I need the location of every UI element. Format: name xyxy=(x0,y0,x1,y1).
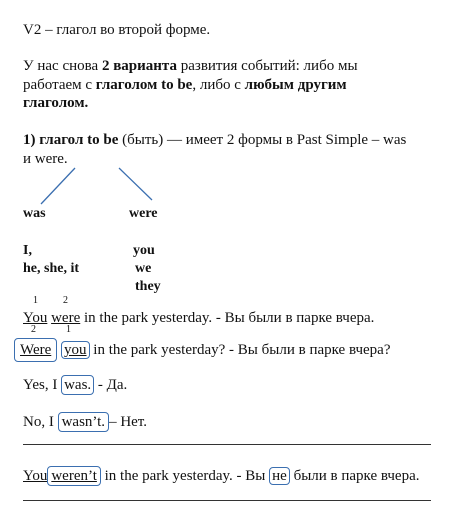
example-text: in the park yesterday. - Вы были в парке вчера. xyxy=(80,310,375,326)
variants-emphasis: любым другим xyxy=(244,77,347,93)
tobe-line-2: и were. xyxy=(23,151,68,167)
order-marker: 2 xyxy=(63,295,68,306)
variants-line-1 xyxy=(23,57,358,75)
example-text: - Да. xyxy=(94,377,128,393)
example-boxed-word: Were xyxy=(14,338,57,362)
order-marker: 2 xyxy=(31,324,36,335)
tobe-line-1 xyxy=(23,131,406,149)
example-boxed-word: не xyxy=(269,467,290,485)
example-4 xyxy=(23,413,147,431)
form-were-label: were xyxy=(129,206,158,221)
variants-text: , либо с xyxy=(192,77,245,93)
example-word: You xyxy=(23,310,48,326)
example-1 xyxy=(23,309,374,327)
example-text: Yes, I xyxy=(23,377,62,393)
variants-text: У нас снова xyxy=(23,58,102,74)
example-text: in the park yesterday? - Вы были в парке вчера? xyxy=(89,342,391,358)
variants-emphasis: глаголом to be xyxy=(95,77,193,93)
example-word: were xyxy=(51,310,81,326)
example-3 xyxy=(23,376,127,394)
order-marker: 1 xyxy=(66,324,71,335)
variants-text: развития событий: либо мы xyxy=(176,58,358,74)
example-boxed-word: you xyxy=(61,341,90,359)
tobe-heading: 1) глагол to be xyxy=(23,132,119,148)
example-boxed-word: was. xyxy=(61,375,94,395)
form-was-label: was xyxy=(23,206,46,221)
example-text: No, I xyxy=(23,414,58,430)
example-word: You xyxy=(23,468,48,484)
divider-line xyxy=(23,444,431,445)
variants-line-2 xyxy=(23,76,347,94)
was-pronouns-2: he, she, it xyxy=(23,261,79,276)
divider-line xyxy=(23,500,431,501)
variants-emphasis: 2 варианта xyxy=(101,58,177,74)
example-text: – Нет. xyxy=(109,414,147,430)
order-marker: 1 xyxy=(33,295,38,306)
was-pronouns-1: I, xyxy=(23,243,32,258)
variants-line-3: глаголом. xyxy=(23,95,89,111)
branch-line-were xyxy=(119,168,152,200)
variants-text: работаем с xyxy=(23,77,96,93)
example-text: были в парке вчера. xyxy=(289,468,420,484)
example-5 xyxy=(23,467,420,485)
intro-text: V2 – глагол во второй форме. xyxy=(23,22,211,38)
example-text: in the park yesterday. - Вы xyxy=(100,468,270,484)
branch-line-was xyxy=(41,168,75,204)
example-boxed-word: wasn’t. xyxy=(58,412,109,432)
tobe-text: (быть) — имеет 2 формы в Past Simple – was xyxy=(118,132,407,148)
were-pronouns-1: you xyxy=(133,243,155,258)
were-pronouns-3: they xyxy=(135,279,161,294)
example-boxed-word: weren’t xyxy=(47,466,101,486)
example-2 xyxy=(14,341,390,359)
were-pronouns-2: we xyxy=(135,261,152,276)
